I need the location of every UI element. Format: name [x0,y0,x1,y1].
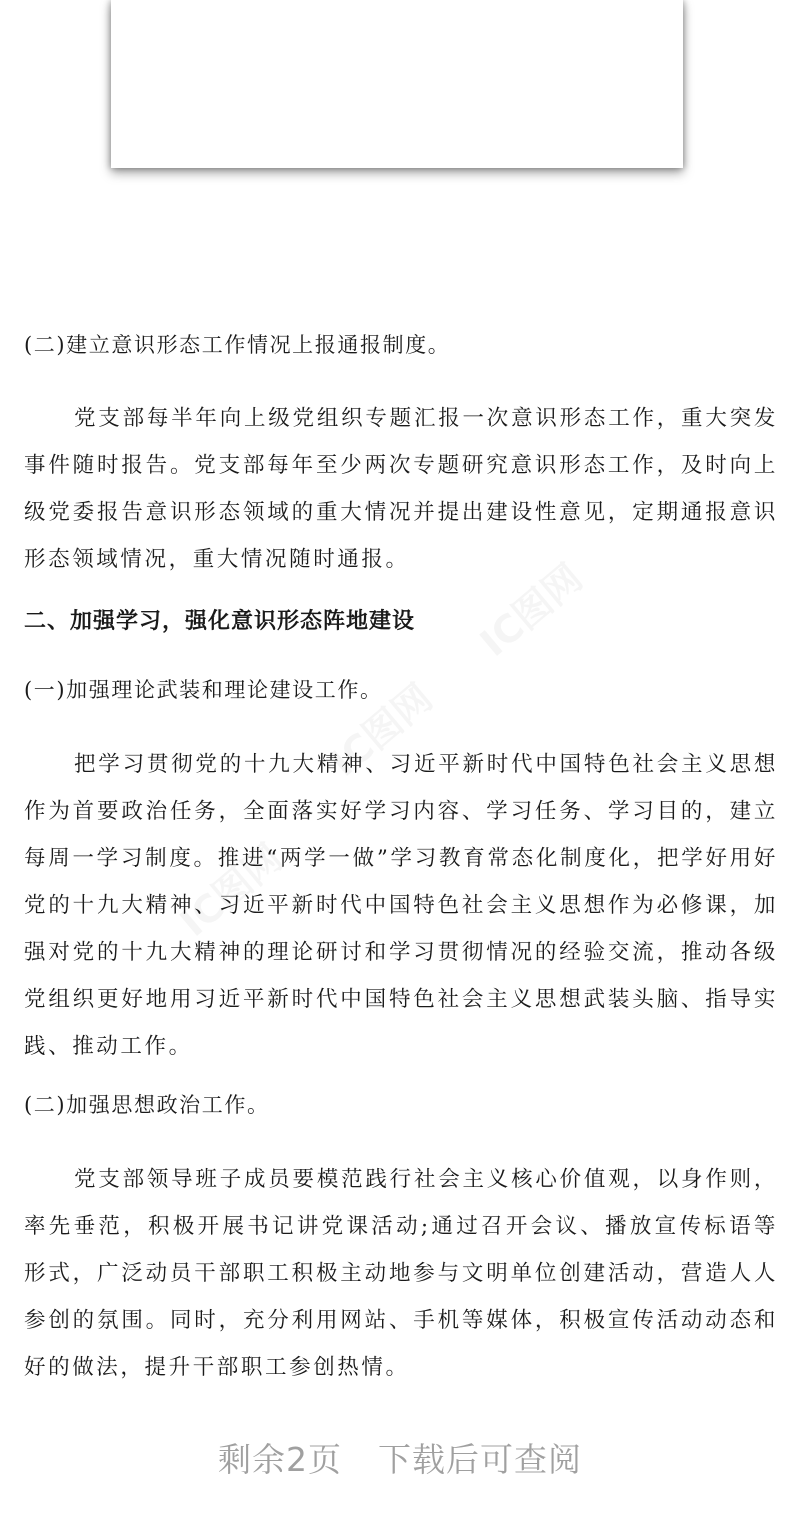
subsection-heading: (一)加强理论武装和理论建设工作。 [24,678,383,702]
download-to-view-label: 下载后可查阅 [378,1440,582,1479]
page-preview-card [111,0,683,168]
watermark: IC图网 [471,555,591,665]
paragraph: 把学习贯彻党的十九大精神、习近平新时代中国特色社会主义思想作为首要政治任务，全面落实好学习内容、学习任务、学习目的，建立每周一学习制度。推进“两学一做”学习教育常态化制度化，把学好用好党的十九大精神、习近平新时代中国特色社会主义思想作为必修课，加强对党的十九大精神的理论研讨和学习贯彻情况的经验交流，推动各级党组织更好地用习近平新时代中国特色社会主义思想武装头脑、指导实践、推动工作。 [24,752,778,1059]
section-heading: 二、加强学习，强化意识形态阵地建设 [24,609,416,634]
paragraph: 党支部每半年向上级党组织专题汇报一次意识形态工作，重大突发事件随时报告。党支部每年至少两次专题研究意识形态工作，及时向上级党委报告意识形态领域的重大情况并提出建设性意见，定期通报意识形态领域情况，重大情况随时通报。 [24,406,778,572]
watermark: IC图网 [321,675,441,785]
paragraph: 党支部领导班子成员要模范践行社会主义核心价值观，以身作则，率先垂范，积极开展书记讲党课活动;通过召开会议、播放宣传标语等形式，广泛动员干部职工积极主动地参与文明单位创建活动，营造人人参创的氛围。同时，充分利用网站、手机等媒体，积极宣传活动动态和好的做法，提升干部职工参创热情。 [24,1167,778,1380]
remaining-pages-label: 剩余2页 [218,1440,342,1479]
watermark: IC图网 [171,835,291,945]
subsection-heading: (二)建立意识形态工作情况上报通报制度。 [24,333,451,357]
download-banner[interactable] [0,1432,800,1488]
subsection-heading: (二)加强思想政治工作。 [24,1093,270,1117]
